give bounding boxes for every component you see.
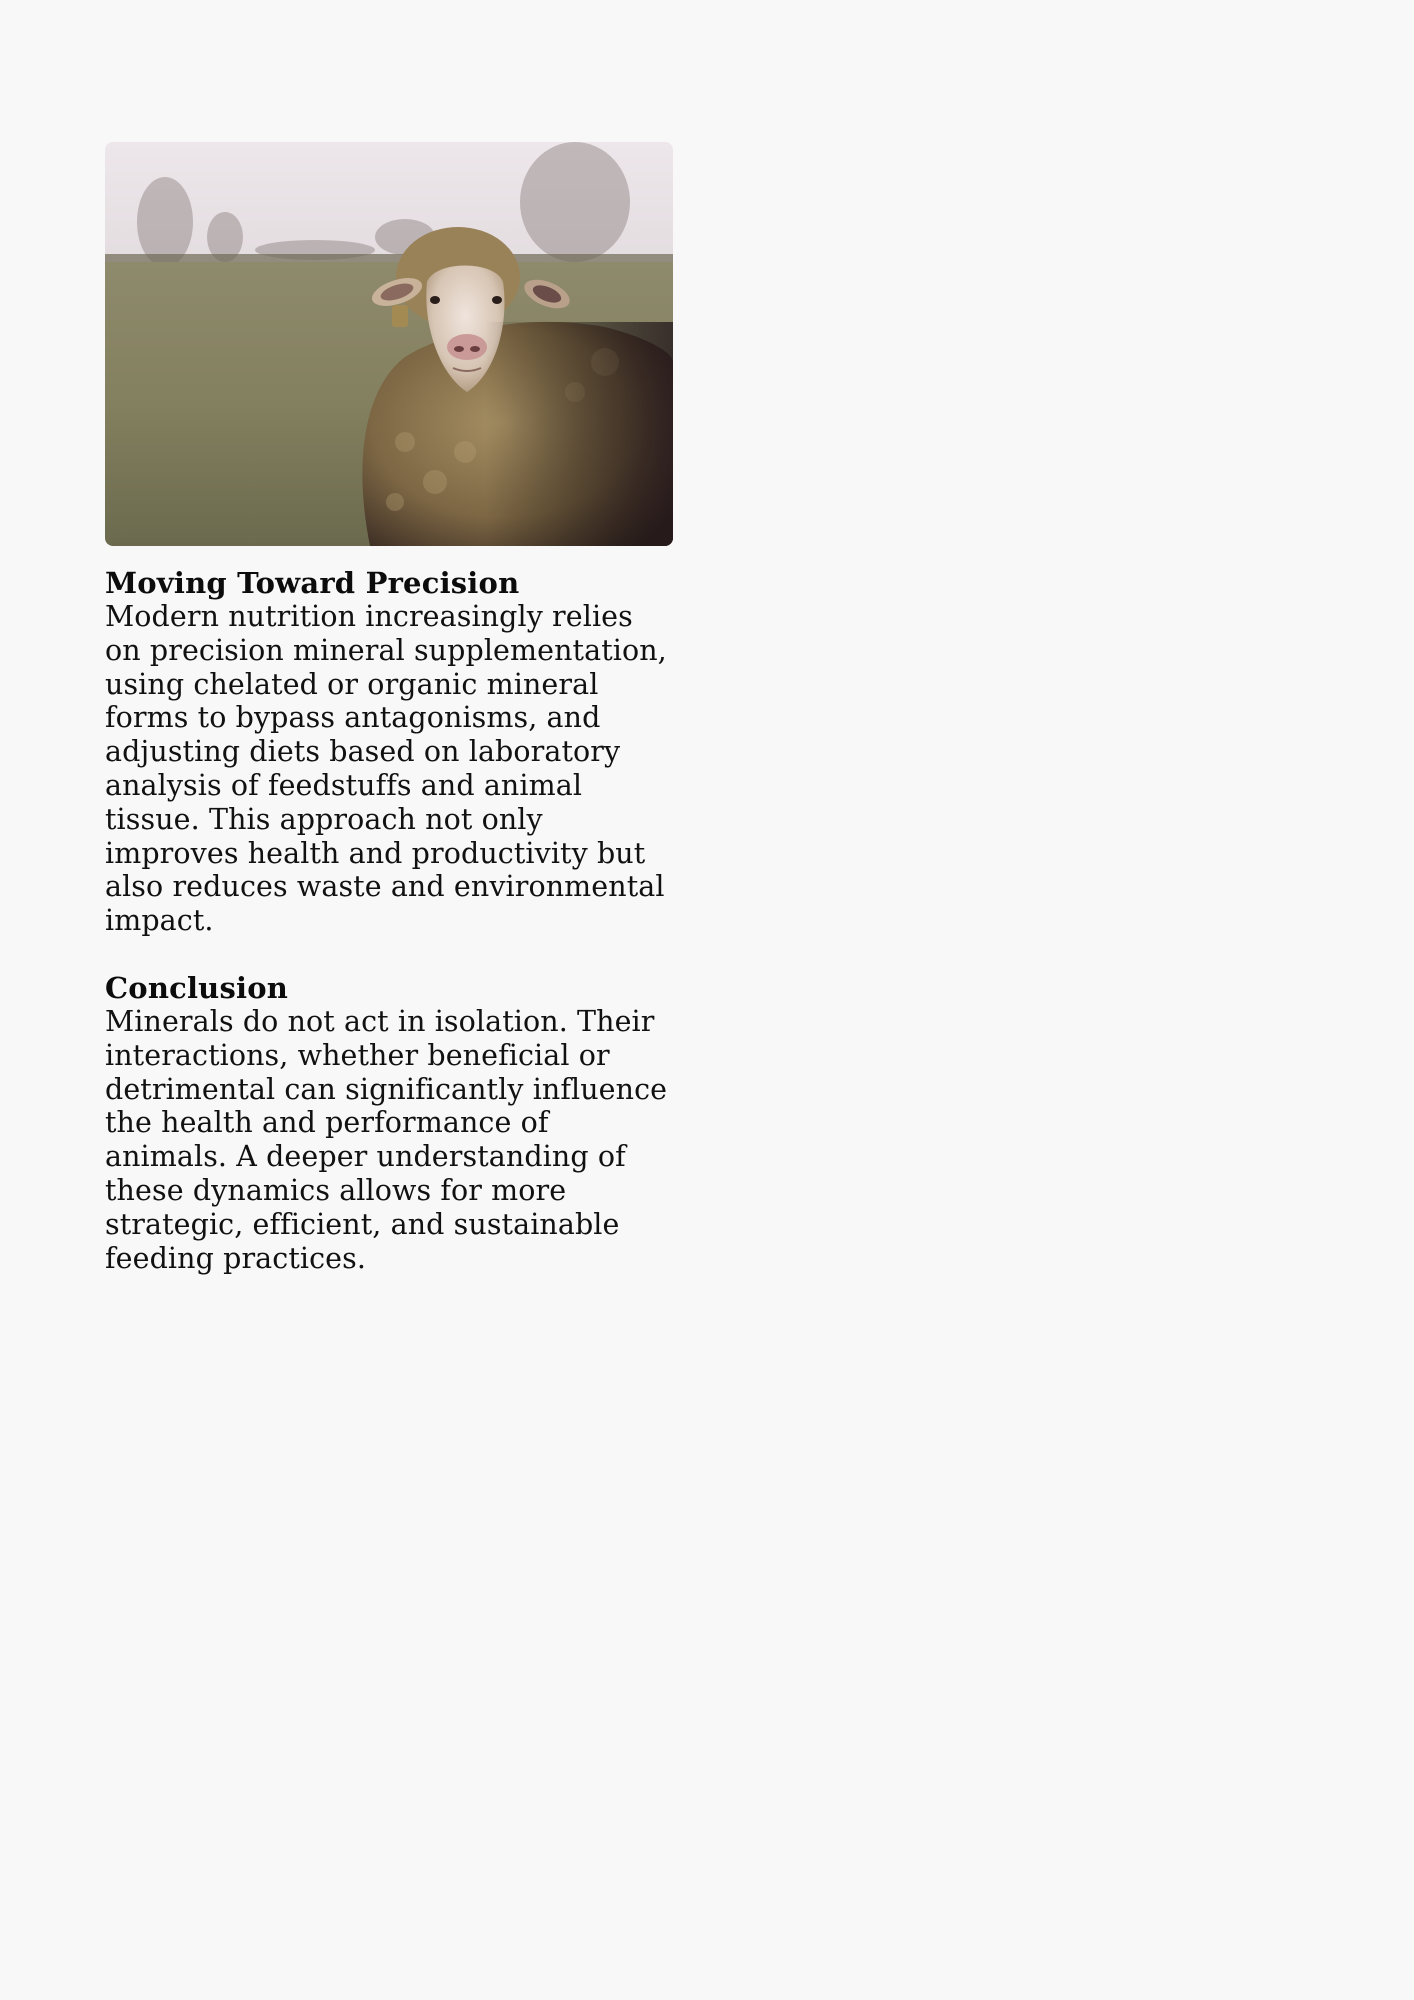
section-body-precision: Modern nutrition increasingly relies on precision mineral supplementation, using chelated or organic mineral forms to bypass antagonisms, and adjusting diets based on laboratory analysis of feedstuffs and animal tissue. This approach not only improves health and productivity but also reduces waste and environmental impact. [105, 600, 667, 938]
section-body-conclusion: Minerals do not act in isolation. Their interactions, whether beneficial or detrimental can significantly influence the health and performance of animals. A deeper understanding of these dynamics allows for more strategic, efficient, and sustainable feeding practices. [105, 1004, 668, 1275]
section-title-precision: Moving Toward Precision [105, 566, 520, 600]
sheep-photo [105, 142, 673, 546]
content-column [105, 142, 675, 1275]
section-title-conclusion: Conclusion [105, 970, 289, 1005]
